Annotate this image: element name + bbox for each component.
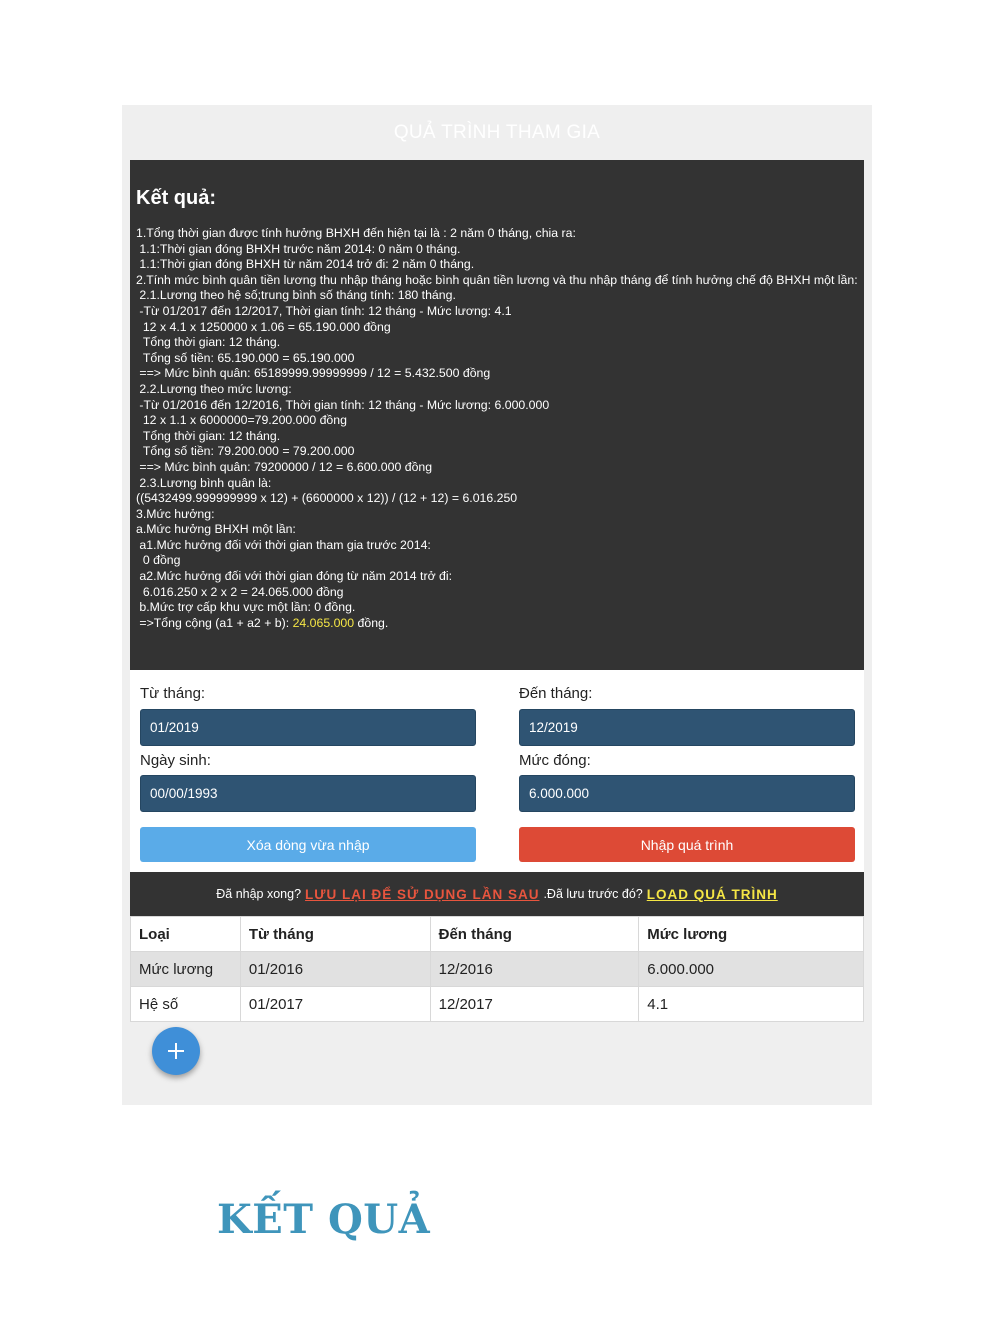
table-header-cell: Đến tháng bbox=[430, 917, 639, 952]
app-header bbox=[122, 105, 872, 160]
birth-date-label: Ngày sinh: bbox=[140, 752, 211, 769]
result-line: Tổng số tiền: 79.200.000 = 79.200.000 bbox=[136, 444, 355, 459]
result-line: 2.1.Lương theo hệ số;trung bình số tháng tính: 180 tháng. bbox=[136, 288, 456, 303]
table-cell: 01/2017 bbox=[240, 987, 430, 1022]
table-header-cell: Mức lương bbox=[639, 917, 864, 952]
result-line: Tổng thời gian: 12 tháng. bbox=[136, 335, 281, 350]
result-line: 2.3.Lương bình quân là: bbox=[136, 475, 272, 490]
result-line: ==> Mức bình quân: 79200000 / 12 = 6.600.000 đồng bbox=[136, 459, 433, 474]
table-header-cell: Từ tháng bbox=[240, 917, 430, 952]
result-line: 12 x 1.1 x 6000000=79.200.000 đồng bbox=[136, 413, 347, 428]
save-link[interactable]: LƯU LẠI ĐỂ SỬ DỤNG LẦN SAU bbox=[305, 886, 540, 902]
result-total-prefix: =>Tổng cộng (a1 + a2 + b): bbox=[136, 615, 293, 630]
result-total-value: 24.065.000 bbox=[292, 615, 355, 630]
contribution-label: Mức đóng: bbox=[519, 752, 591, 769]
table-row[interactable] bbox=[131, 952, 864, 987]
table-row[interactable] bbox=[131, 987, 864, 1022]
save-prompt: Đã nhập xong? bbox=[216, 887, 302, 901]
to-month-label: Đến tháng: bbox=[519, 685, 593, 702]
load-prompt: .Đã lưu trước đó? bbox=[543, 887, 643, 901]
result-line: ((5432499.999999999 x 12) + (6600000 x 12)) / (12 + 12) = 6.016.250 bbox=[136, 491, 518, 506]
page-heading: KẾT QUẢ bbox=[217, 1196, 431, 1243]
result-line: Tổng thời gian: 12 tháng. bbox=[136, 428, 281, 443]
add-fab-button[interactable] bbox=[152, 1027, 200, 1075]
periods-table bbox=[130, 916, 864, 1022]
result-total-suffix: đồng. bbox=[354, 615, 389, 630]
result-line: 3.Mức hưởng: bbox=[136, 506, 215, 521]
result-line: 12 x 4.1 x 1250000 x 1.06 = 65.190.000 đồng bbox=[136, 319, 391, 334]
result-line: 1.1:Thời gian đóng BHXH trước năm 2014: 0 năm 0 tháng. bbox=[136, 241, 461, 256]
result-panel bbox=[130, 160, 864, 670]
result-line: a2.Mức hưởng đối với thời gian đóng từ năm 2014 trở đi: bbox=[136, 569, 453, 584]
table-header-cell: Loại bbox=[131, 917, 241, 952]
app-screenshot-frame bbox=[122, 105, 872, 1105]
result-line: a1.Mức hưởng đối với thời gian tham gia trước 2014: bbox=[136, 537, 431, 552]
birth-date-input[interactable]: 00/00/1993 bbox=[140, 775, 476, 812]
result-title: Kết quả: bbox=[136, 187, 216, 209]
result-line: 6.016.250 x 2 x 2 = 24.065.000 đồng bbox=[136, 584, 344, 599]
load-link[interactable]: LOAD QUÁ TRÌNH bbox=[646, 886, 778, 902]
table-header-row bbox=[131, 917, 864, 952]
result-line: 1.Tổng thời gian được tính hưởng BHXH đến hiện tại là : 2 năm 0 tháng, chia ra: bbox=[136, 226, 576, 240]
plus-icon bbox=[167, 1042, 185, 1060]
table-cell: 6.000.000 bbox=[639, 952, 864, 987]
result-line: -Từ 01/2016 đến 12/2016, Thời gian tính: 12 tháng - Mức lương: 6.000.000 bbox=[136, 397, 550, 412]
result-line: b.Mức trợ cấp khu vực một lần: 0 đồng. bbox=[136, 600, 356, 615]
page-title: QUẢ TRÌNH THAM GIA bbox=[393, 121, 601, 143]
entry-form bbox=[130, 670, 864, 872]
table-cell: 12/2016 bbox=[430, 952, 639, 987]
contribution-input[interactable]: 6.000.000 bbox=[519, 775, 855, 812]
result-line: -Từ 01/2017 đến 12/2017, Thời gian tính: 12 tháng - Mức lương: 4.1 bbox=[136, 303, 512, 318]
table-cell: Hệ số bbox=[131, 987, 241, 1022]
result-line: 0 đồng bbox=[136, 553, 181, 568]
result-lines bbox=[136, 226, 858, 631]
from-month-input[interactable]: 01/2019 bbox=[140, 709, 476, 746]
to-month-input[interactable]: 12/2019 bbox=[519, 709, 855, 746]
result-line: 1.1:Thời gian đóng BHXH từ năm 2014 trở đi: 2 năm 0 tháng. bbox=[136, 257, 475, 272]
table-cell: 01/2016 bbox=[240, 952, 430, 987]
result-line: ==> Mức bình quân: 65189999.99999999 / 12 = 5.432.500 đồng bbox=[136, 366, 491, 381]
result-total-line bbox=[136, 616, 858, 632]
save-load-bar bbox=[130, 872, 864, 916]
clear-last-entry-button[interactable]: Xóa dòng vừa nhập bbox=[140, 827, 476, 862]
add-period-button[interactable]: Nhập quá trình bbox=[519, 827, 855, 862]
table-cell: 4.1 bbox=[639, 987, 864, 1022]
result-line: 2.2.Lương theo mức lương: bbox=[136, 381, 292, 396]
table-cell: 12/2017 bbox=[430, 987, 639, 1022]
result-line: 2.Tính mức bình quân tiền lương thu nhập tháng hoặc bình quân tiền lương và thu nhập tháng để tính hưởng chế độ BHXH một lần: bbox=[136, 272, 858, 287]
result-line: Tổng số tiền: 65.190.000 = 65.190.000 bbox=[136, 350, 355, 365]
table-cell: Mức lương bbox=[131, 952, 241, 987]
from-month-label: Từ tháng: bbox=[140, 685, 206, 702]
result-line: a.Mức hưởng BHXH một lần: bbox=[136, 522, 296, 537]
